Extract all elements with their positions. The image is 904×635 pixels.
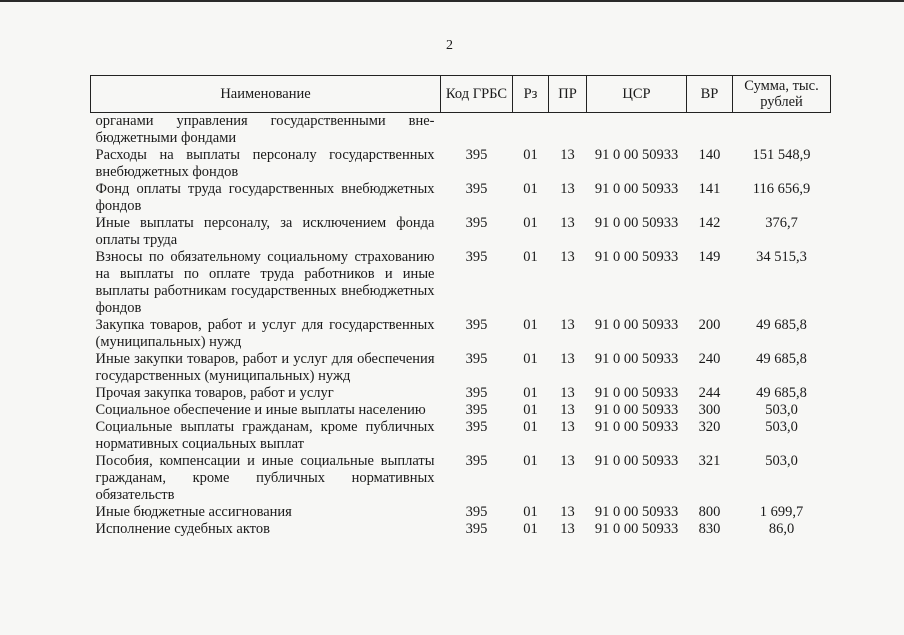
row-name: Социальное обеспечение и иные выплаты населению <box>95 402 426 418</box>
row-sum: 1 699,7 <box>759 504 804 520</box>
row-pr: 13 <box>560 385 575 401</box>
row-vr: 321 <box>698 453 721 469</box>
row-vr: 244 <box>698 385 721 401</box>
row-sum <box>733 113 831 148</box>
row-name: органами управления государственными вне-бюджетными фондами <box>95 113 435 146</box>
row-vr: 149 <box>698 249 721 265</box>
row-pr: 13 <box>560 317 575 333</box>
row-sum: 503,0 <box>765 453 798 469</box>
row-vr: 830 <box>698 521 721 537</box>
row-csr: 91 0 00 50933 <box>594 504 679 520</box>
table-row <box>91 402 831 419</box>
row-grbs: 395 <box>465 181 488 197</box>
row-name: Пособия, компенсации и иные социальные выплаты гражданам, кроме публичных нормативных обязательств <box>95 453 435 503</box>
row-csr: 91 0 00 50933 <box>594 249 679 265</box>
row-vr: 300 <box>698 402 721 418</box>
row-vr: 320 <box>698 419 721 435</box>
row-rz <box>513 113 549 148</box>
row-pr: 13 <box>560 453 575 469</box>
row-name: Прочая закупка товаров, работ и услуг <box>95 385 334 401</box>
row-rz: 01 <box>523 419 538 435</box>
row-pr: 13 <box>560 419 575 435</box>
row-grbs <box>441 113 513 148</box>
row-pr: 13 <box>560 521 575 537</box>
row-sum: 151 548,9 <box>752 147 811 163</box>
row-sum: 49 685,8 <box>756 385 807 401</box>
row-csr: 91 0 00 50933 <box>594 419 679 435</box>
row-grbs: 395 <box>465 351 488 367</box>
row-name: Взносы по обязательному социальному страхованию на выплаты по оплате труда работников и иные выплаты работникам государственных внебюджетных фондов <box>95 249 435 316</box>
row-csr: 91 0 00 50933 <box>594 181 679 197</box>
table-row <box>91 419 831 453</box>
row-rz: 01 <box>523 249 538 265</box>
row-rz: 01 <box>523 453 538 469</box>
row-csr: 91 0 00 50933 <box>594 521 679 537</box>
row-rz: 01 <box>523 181 538 197</box>
row-csr: 91 0 00 50933 <box>594 385 679 401</box>
row-sum: 503,0 <box>765 419 798 435</box>
row-csr: 91 0 00 50933 <box>594 215 679 231</box>
table-row <box>91 385 831 402</box>
page-number: 2 <box>446 38 453 53</box>
row-rz: 01 <box>523 147 538 163</box>
row-grbs: 395 <box>465 385 488 401</box>
row-grbs: 395 <box>465 402 488 418</box>
header-row <box>91 76 831 113</box>
row-rz: 01 <box>523 351 538 367</box>
row-csr: 91 0 00 50933 <box>594 402 679 418</box>
row-csr: 91 0 00 50933 <box>594 317 679 333</box>
row-vr: 142 <box>698 215 721 231</box>
row-vr: 140 <box>698 147 721 163</box>
row-grbs: 395 <box>465 147 488 163</box>
row-sum: 116 656,9 <box>752 181 811 197</box>
page-top-edge <box>0 0 904 2</box>
row-rz: 01 <box>523 521 538 537</box>
row-name: Фонд оплаты труда государственных внебюджетных фондов <box>95 181 435 214</box>
table-header <box>91 76 831 113</box>
row-vr: 800 <box>698 504 721 520</box>
table-row <box>91 249 831 317</box>
row-pr: 13 <box>560 215 575 231</box>
header-sum: Сумма, тыс. рублей <box>733 76 831 113</box>
row-pr: 13 <box>560 181 575 197</box>
row-name: Иные закупки товаров, работ и услуг для обеспечения государственных (муниципальных) нужд <box>95 351 435 384</box>
table-row <box>91 147 831 181</box>
row-sum: 86,0 <box>768 521 795 537</box>
header-grbs: Код ГРБС <box>441 76 513 113</box>
row-name: Социальные выплаты гражданам, кроме публичных нормативных социальных выплат <box>95 419 435 452</box>
table-row <box>91 351 831 385</box>
table-row <box>91 504 831 521</box>
row-pr: 13 <box>560 504 575 520</box>
row-vr: 141 <box>698 181 721 197</box>
row-sum: 34 515,3 <box>756 249 807 265</box>
row-pr: 13 <box>560 249 575 265</box>
row-name: Иные бюджетные ассигнования <box>95 504 292 520</box>
header-pr: ПР <box>549 76 587 113</box>
row-vr <box>687 113 733 148</box>
table-row <box>91 453 831 504</box>
row-pr: 13 <box>560 402 575 418</box>
table-row <box>91 181 831 215</box>
row-name: Иные выплаты персоналу, за исключением фонда оплаты труда <box>95 215 435 248</box>
row-name: Закупка товаров, работ и услуг для государственных (муниципальных) нужд <box>95 317 435 350</box>
row-pr: 13 <box>560 147 575 163</box>
row-pr: 13 <box>560 351 575 367</box>
row-csr: 91 0 00 50933 <box>594 453 679 469</box>
table-row <box>91 317 831 351</box>
row-rz: 01 <box>523 402 538 418</box>
row-name: Расходы на выплаты персоналу государственных внебюджетных фондов <box>95 147 435 180</box>
table-row <box>91 521 831 538</box>
row-grbs: 395 <box>465 521 488 537</box>
row-rz: 01 <box>523 317 538 333</box>
row-pr <box>549 113 587 148</box>
row-sum: 376,7 <box>765 215 798 231</box>
header-vr: ВР <box>687 76 733 113</box>
row-csr <box>587 113 687 148</box>
row-rz: 01 <box>523 385 538 401</box>
row-csr: 91 0 00 50933 <box>594 147 679 163</box>
row-sum: 49 685,8 <box>756 351 807 367</box>
header-name: Наименование <box>91 76 441 113</box>
table-body <box>91 113 831 539</box>
row-sum: 49 685,8 <box>756 317 807 333</box>
budget-table <box>90 75 831 538</box>
header-rz: Рз <box>513 76 549 113</box>
table-row <box>91 113 831 148</box>
row-grbs: 395 <box>465 419 488 435</box>
row-grbs: 395 <box>465 215 488 231</box>
row-grbs: 395 <box>465 453 488 469</box>
row-rz: 01 <box>523 215 538 231</box>
row-grbs: 395 <box>465 317 488 333</box>
row-grbs: 395 <box>465 249 488 265</box>
row-vr: 240 <box>698 351 721 367</box>
header-csr: ЦСР <box>587 76 687 113</box>
row-vr: 200 <box>698 317 721 333</box>
row-rz: 01 <box>523 504 538 520</box>
row-csr: 91 0 00 50933 <box>594 351 679 367</box>
table-row <box>91 215 831 249</box>
row-name: Исполнение судебных актов <box>95 521 270 537</box>
row-sum: 503,0 <box>765 402 798 418</box>
row-grbs: 395 <box>465 504 488 520</box>
